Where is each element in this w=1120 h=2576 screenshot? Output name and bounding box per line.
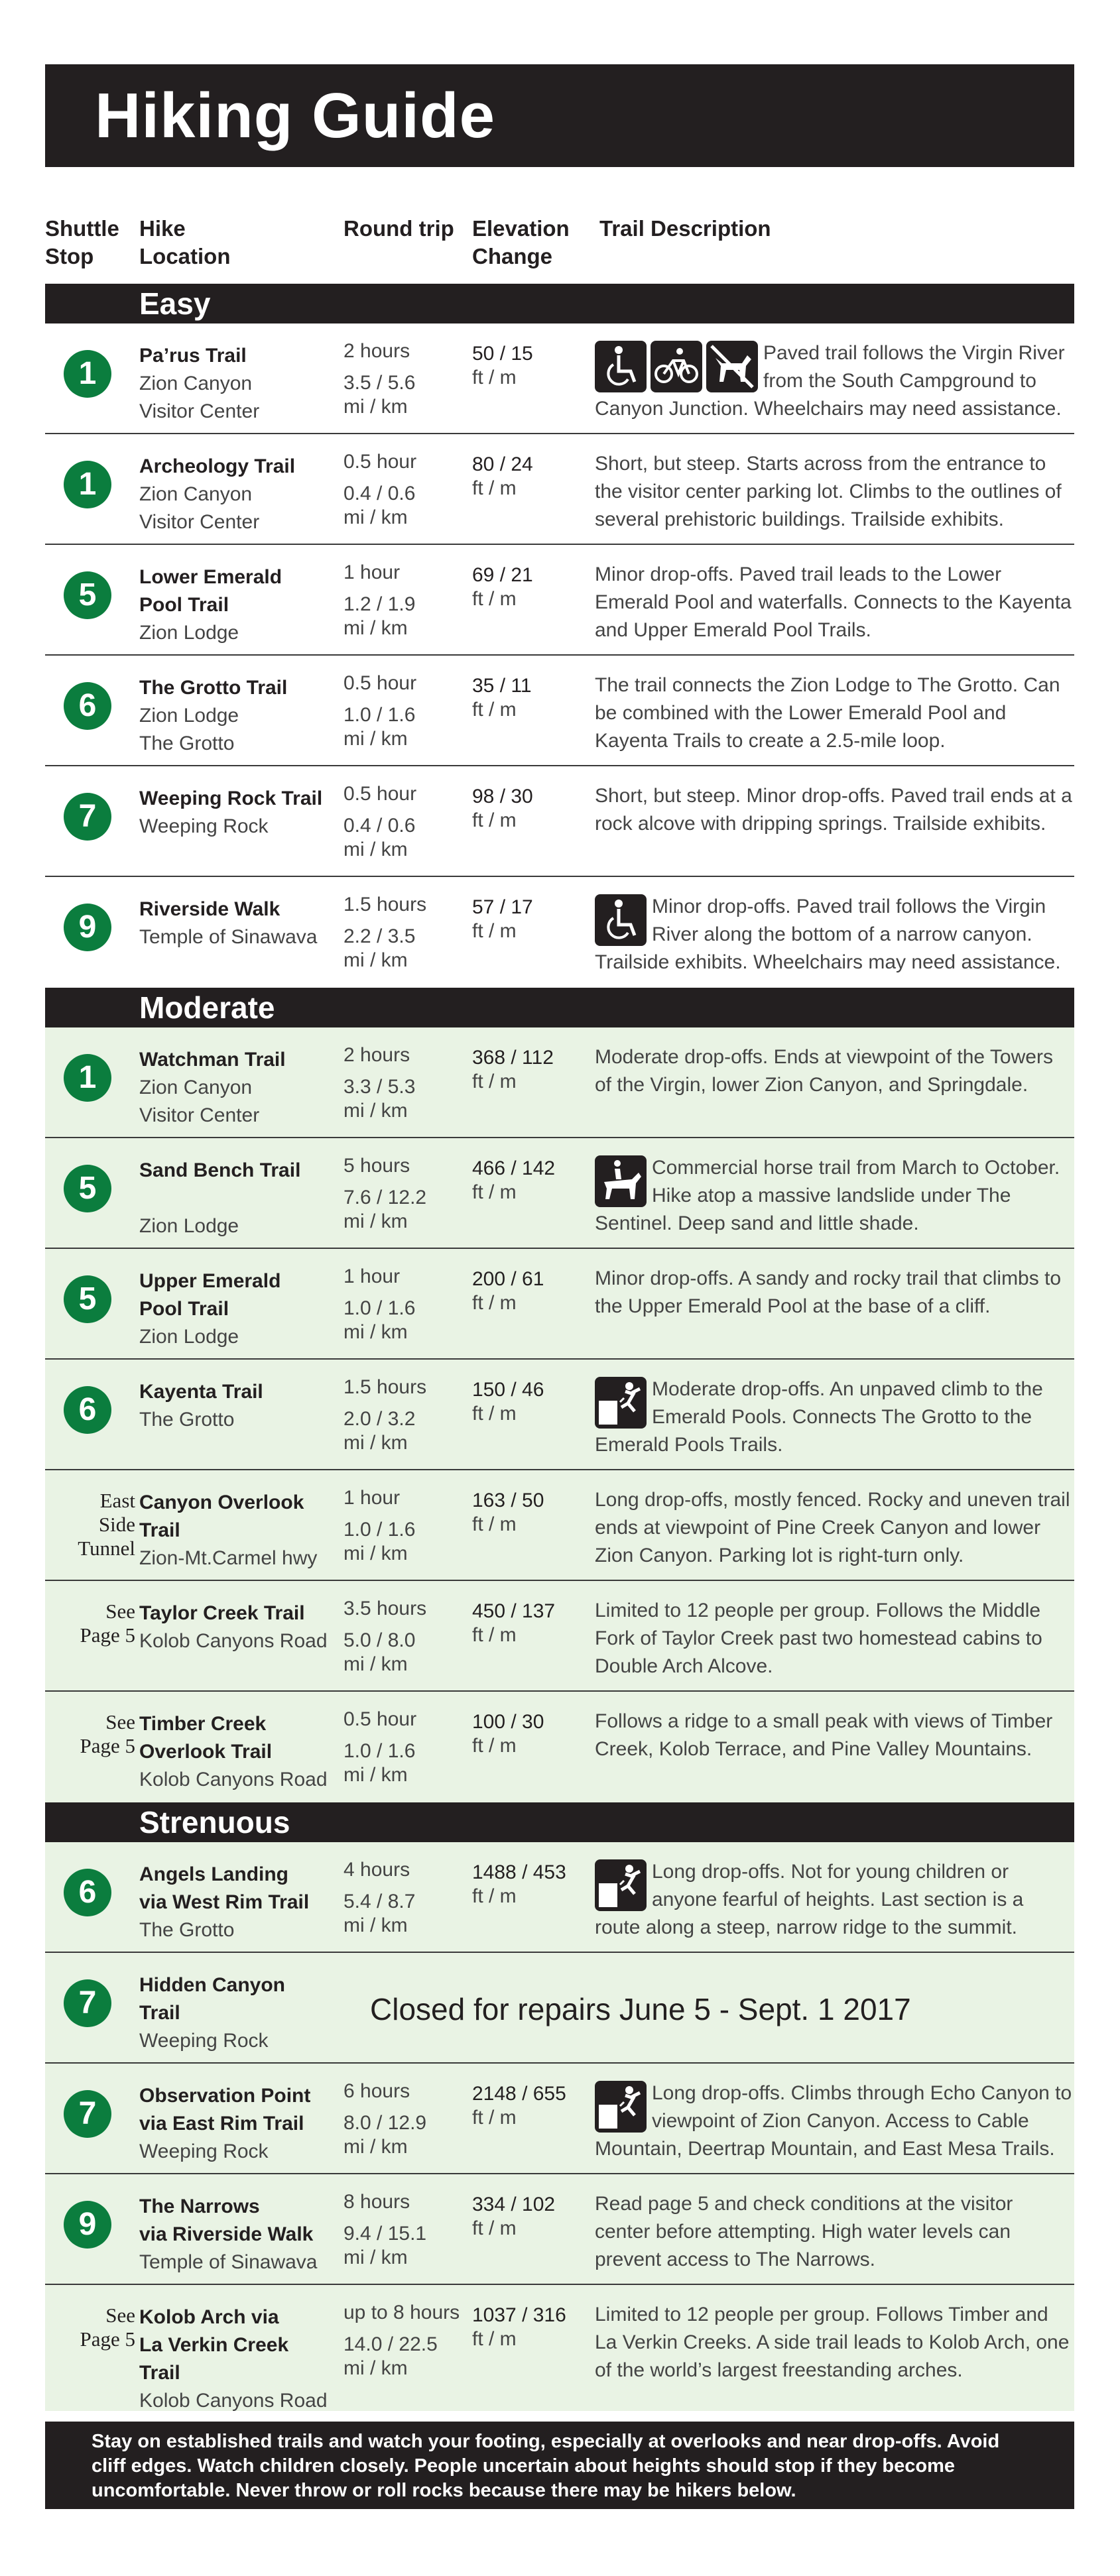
distance-unit: mi / km [343, 1653, 408, 1675]
elevation-change [472, 2304, 598, 2351]
elevation-change [472, 1267, 598, 1315]
trail-location: Zion Lodge [139, 622, 239, 644]
trail-location: Kolob Canyons Road [139, 1630, 328, 1652]
elevation-unit: ft / m [472, 1071, 517, 1092]
trail-icons [595, 2081, 647, 2133]
trail-row [45, 323, 1074, 434]
round-trip [343, 1043, 469, 1123]
drop-off-icon [595, 1377, 647, 1429]
elevation-unit: ft / m [472, 2107, 517, 2129]
trail-name: Angels Landing via West Rim Trail [139, 1863, 310, 1913]
trip-time: 1 hour [343, 1487, 401, 1509]
distance-unit: mi / km [343, 617, 408, 639]
distance-unit: mi / km [343, 1210, 408, 1232]
elevation-value: 100 / 30 [472, 1711, 544, 1733]
shuttle-stop-badge: 7 [64, 2090, 111, 2138]
round-trip [343, 1708, 469, 1787]
trip-time: 0.5 hour [343, 672, 417, 694]
trail-row [45, 877, 1074, 988]
description-text: Moderate drop-offs. An unpaved climb to the Emerald Pools. Connects The Grotto to the Emerald Pools Trails. [595, 1378, 1043, 1456]
elevation-unit: ft / m [472, 367, 517, 388]
trip-distance: 14.0 / 22.5 [343, 2333, 438, 2355]
trip-distance: 8.0 / 12.9 [343, 2112, 427, 2134]
trail-description [595, 1858, 1072, 1942]
distance-unit: mi / km [343, 1543, 408, 1564]
shuttle-stop-badge: 1 [64, 461, 111, 508]
trip-time: 2 hours [343, 1044, 410, 1066]
header-trail-description: Trail Description [599, 216, 771, 241]
page-title: Hiking Guide [95, 80, 496, 151]
description-text: Minor drop-offs. Paved trail follows the Virgin River along the bottom of a narrow canyon. Trailside exhibits. Wheelchairs may need assistance. [595, 896, 1061, 973]
trip-time: 8 hours [343, 2191, 410, 2213]
elevation-unit: ft / m [472, 1885, 517, 1907]
shuttle-stop-badge: 7 [64, 793, 111, 841]
trail-row [45, 766, 1074, 877]
description-text: Commercial horse trail from March to October. Hike atop a massive landslide under The Sentinel. Deep sand and little shade. [595, 1157, 1060, 1234]
elevation-value: 80 / 24 [472, 453, 533, 475]
trip-time: 0.5 hour [343, 1708, 417, 1730]
trip-distance: 9.4 / 15.1 [343, 2223, 427, 2245]
distance-unit: mi / km [343, 1432, 408, 1454]
round-trip [343, 1154, 469, 1234]
trail-location: Kolob Canyons Road [139, 2390, 328, 2412]
elevation-unit: ft / m [472, 920, 517, 942]
elevation-change [472, 453, 598, 500]
trail-name: Timber Creek Overlook Trail [139, 1713, 273, 1763]
trail-location: Weeping Rock [139, 2030, 269, 2052]
elevation-unit: ft / m [472, 809, 517, 831]
header-round-trip: Round trip [343, 216, 454, 241]
trail-row [45, 545, 1074, 656]
trip-time: up to 8 hours [343, 2302, 460, 2323]
trail-icons [595, 1377, 647, 1429]
elevation-change [472, 1046, 598, 1094]
shuttle-stop-note: East Side Tunnel [78, 1489, 135, 1560]
trail-name: Sand Bench Trail [139, 1159, 301, 1181]
safety-footer: Stay on established trails and watch your footing, especially at overlooks and near drop-offs. Avoid cliff edges. Watch children closely. People uncertain about heights should stop if they become uncomfortable. Never throw or roll rocks because there may be hikers below. [45, 2422, 1074, 2509]
distance-unit: mi / km [343, 2247, 408, 2268]
trail-location: Zion Canyon Visitor Center [139, 1077, 260, 1126]
trail-name: Archeology Trail [139, 455, 296, 477]
elevation-unit: ft / m [472, 699, 517, 721]
elevation-change [472, 1861, 598, 1908]
header-hike-location: Hike Location [139, 216, 231, 268]
trail-location: Kolob Canyons Road [139, 1769, 328, 1790]
elevation-value: 1488 / 453 [472, 1861, 566, 1883]
trail-row [45, 656, 1074, 766]
elevation-change [472, 1489, 598, 1537]
elevation-unit: ft / m [472, 2217, 517, 2239]
hike-location [139, 2304, 338, 2415]
trail-location: Zion Lodge [139, 1215, 239, 1237]
hike-location [139, 563, 338, 647]
elevation-change [472, 342, 598, 390]
trip-distance: 0.4 / 0.6 [343, 483, 416, 504]
trip-time: 1.5 hours [343, 1376, 427, 1398]
elevation-change [472, 1710, 598, 1758]
trail-name: Riverside Walk [139, 898, 280, 920]
hike-location [139, 674, 338, 758]
trail-row [45, 1842, 1074, 1953]
trail-row [45, 2285, 1074, 2411]
hike-location [139, 785, 338, 841]
trail-name: Canyon Overlook Trail [139, 1492, 304, 1541]
section-moderate [45, 1027, 1074, 1802]
shuttle-stop-badge: 6 [64, 1869, 111, 1916]
distance-unit: mi / km [343, 728, 408, 750]
trail-location: Zion Lodge [139, 1326, 239, 1348]
elevation-value: 35 / 11 [472, 675, 532, 697]
shuttle-stop-badge: 9 [64, 904, 111, 951]
description-text: Long drop-offs. Climbs through Echo Canyon to viewpoint of Zion Canyon. Access to Cable Mountain, Deertrap Mountain, and East Mesa Trails. [595, 2082, 1072, 2160]
trail-row [45, 1953, 1074, 2064]
elevation-value: 150 / 46 [472, 1379, 544, 1401]
round-trip [343, 1265, 469, 1344]
elevation-value: 450 / 137 [472, 1600, 556, 1622]
trail-location: Temple of Sinawava [139, 2251, 318, 2273]
horse-icon [595, 1155, 647, 1207]
distance-unit: mi / km [343, 396, 408, 418]
round-trip [343, 561, 469, 640]
shuttle-stop-badge: 1 [64, 1054, 111, 1102]
trail-description [595, 1708, 1072, 1763]
trip-distance: 1.0 / 1.6 [343, 1519, 416, 1541]
trip-time: 6 hours [343, 2080, 410, 2102]
trail-description [595, 1486, 1072, 1570]
elevation-value: 200 / 61 [472, 1268, 544, 1290]
shuttle-stop-badge: 5 [64, 1165, 111, 1212]
trail-description [595, 2079, 1072, 2163]
section-header-strenuous: Strenuous [45, 1802, 1074, 1842]
trail-row [45, 1360, 1074, 1470]
trail-location: Zion-Mt.Carmel hwy [139, 1547, 318, 1569]
trail-name: The Grotto Trail [139, 677, 288, 699]
trail-name: Upper Emerald Pool Trail [139, 1270, 281, 1320]
hike-location [139, 1861, 338, 1944]
trail-description [595, 672, 1072, 755]
hike-location [139, 1267, 338, 1351]
trail-row [45, 1692, 1074, 1802]
trail-name: Lower Emerald Pool Trail [139, 566, 282, 616]
trail-icons [595, 1155, 647, 1207]
elevation-unit: ft / m [472, 1292, 517, 1314]
column-headers [45, 215, 1074, 284]
round-trip [343, 2301, 469, 2380]
shuttle-stop-note: See Page 5 [80, 1600, 135, 1647]
trail-icons [595, 341, 758, 392]
description-text: Short, but steep. Minor drop-offs. Paved trail ends at a rock alcove with dripping springs. Trailside exhibits. [595, 785, 1072, 835]
elevation-unit: ft / m [472, 1513, 517, 1535]
trip-time: 3.5 hours [343, 1598, 427, 1619]
trip-distance: 5.4 / 8.7 [343, 1891, 416, 1912]
trail-icons [595, 894, 647, 946]
closed-notice: Closed for repairs June 5 - Sept. 1 2017 [370, 1992, 911, 2026]
elevation-value: 2148 / 655 [472, 2083, 566, 2105]
trail-row [45, 1138, 1074, 1249]
trip-distance: 1.2 / 1.9 [343, 593, 416, 615]
elevation-change [472, 1600, 598, 1647]
description-text: Long drop-offs. Not for young children or anyone fearful of heights. Last section is a route along a steep, narrow ridge to the summit. [595, 1861, 1024, 1938]
shuttle-stop-note: See Page 5 [80, 2304, 135, 2351]
elevation-value: 1037 / 316 [472, 2304, 566, 2326]
round-trip [343, 2079, 469, 2159]
elevation-change [472, 896, 598, 943]
description-text: Long drop-offs, mostly fenced. Rocky and uneven trail ends at viewpoint of Pine Creek Canyon and lower Zion Canyon. Parking lot is right-turn only. [595, 1489, 1070, 1566]
elevation-value: 50 / 15 [472, 343, 533, 365]
trail-description [595, 1154, 1072, 1238]
trip-distance: 1.0 / 1.6 [343, 1297, 416, 1319]
trail-row [45, 1027, 1074, 1138]
elevation-value: 163 / 50 [472, 1490, 544, 1511]
trail-name: Hidden Canyon Trail [139, 1974, 286, 2024]
elevation-unit: ft / m [472, 1735, 517, 1757]
trail-description [595, 1043, 1072, 1099]
round-trip [343, 2190, 469, 2270]
description-text: Limited to 12 people per group. Follows Timber and La Verkin Creeks. A side trail leads to Kolob Arch, one of the world’s largest freestanding arches. [595, 2304, 1070, 2381]
trail-location: The Grotto [139, 1919, 235, 1941]
trip-distance: 7.6 / 12.2 [343, 1187, 427, 1208]
hike-location [139, 453, 338, 536]
trip-time: 1 hour [343, 561, 401, 583]
description-text: Follows a ridge to a small peak with views of Timber Creek, Kolob Terrace, and Pine Valley Mountains. [595, 1710, 1053, 1760]
elevation-value: 57 / 17 [472, 896, 533, 918]
hike-location [139, 1378, 338, 1434]
shuttle-stop-badge: 5 [64, 571, 111, 619]
shuttle-stop-badge: 1 [64, 350, 111, 398]
dog-icon [706, 341, 758, 392]
distance-unit: mi / km [343, 1764, 408, 1786]
elevation-change [472, 2193, 598, 2241]
section-strenuous [45, 1842, 1074, 2411]
trip-time: 0.5 hour [343, 451, 417, 473]
round-trip [343, 1486, 469, 1566]
trail-row [45, 434, 1074, 545]
shuttle-stop-badge: 6 [64, 682, 111, 730]
hike-location [139, 896, 338, 951]
trail-description [595, 339, 1072, 423]
trail-name: The Narrows via Riverside Walk [139, 2195, 314, 2245]
hike-location [139, 1710, 338, 1794]
trail-row [45, 2174, 1074, 2285]
wheelchair-icon [595, 894, 647, 946]
trail-location: Zion Canyon Visitor Center [139, 373, 260, 422]
trip-time: 5 hours [343, 1155, 410, 1177]
description-text: Moderate drop-offs. Ends at viewpoint of the Towers of the Virgin, lower Zion Canyon, and Springdale. [595, 1046, 1053, 1096]
trail-location: Weeping Rock [139, 2140, 269, 2162]
description-text: Read page 5 and check conditions at the visitor center before attempting. High water levels can prevent access to The Narrows. [595, 2193, 1013, 2270]
trail-description [595, 2301, 1072, 2384]
trail-location: The Grotto [139, 1409, 235, 1431]
elevation-change [472, 1157, 598, 1204]
trail-location: Temple of Sinawava [139, 926, 318, 948]
section-header-moderate: Moderate [45, 988, 1074, 1027]
description-text: Short, but steep. Starts across from the entrance to the visitor center parking lot. Climbs to the outlines of several prehistoric buildings. Trailside exhibits. [595, 453, 1062, 530]
hike-location [139, 2193, 338, 2276]
distance-unit: mi / km [343, 839, 408, 860]
shuttle-stop-badge: 9 [64, 2201, 111, 2249]
elevation-change [472, 2082, 598, 2130]
hike-location [139, 1600, 338, 1655]
sections-container [45, 284, 1074, 2411]
elevation-unit: ft / m [472, 1403, 517, 1425]
drop-off-icon [595, 2081, 647, 2133]
distance-unit: mi / km [343, 1321, 408, 1343]
elevation-unit: ft / m [472, 1181, 517, 1203]
round-trip [343, 893, 469, 972]
elevation-change [472, 785, 598, 833]
trip-distance: 1.0 / 1.6 [343, 1740, 416, 1762]
trail-name: Kayenta Trail [139, 1381, 263, 1403]
section-easy [45, 323, 1074, 988]
hike-location [139, 1157, 338, 1240]
elevation-change [472, 1378, 598, 1426]
elevation-unit: ft / m [472, 588, 517, 610]
elevation-change [472, 674, 598, 722]
trail-name: Taylor Creek Trail [139, 1602, 305, 1624]
trip-distance: 5.0 / 8.0 [343, 1629, 416, 1651]
trail-description [595, 1265, 1072, 1320]
elevation-unit: ft / m [472, 1624, 517, 1646]
trail-row [45, 1249, 1074, 1360]
trail-name: Kolob Arch via La Verkin Creek Trail [139, 2306, 289, 2384]
trail-row [45, 1581, 1074, 1692]
hike-location [139, 342, 338, 426]
trail-description [595, 782, 1072, 838]
shuttle-stop-badge: 7 [64, 1979, 111, 2027]
distance-unit: mi / km [343, 1914, 408, 1936]
hike-location [139, 2082, 338, 2166]
trail-name: Weeping Rock Trail [139, 788, 323, 809]
drop-off-icon [595, 1859, 647, 1911]
trail-row [45, 1470, 1074, 1581]
trail-description [595, 561, 1072, 644]
trip-distance: 2.0 / 3.2 [343, 1408, 416, 1430]
description-text: The trail connects the Zion Lodge to The Grotto. Can be combined with the Lower Emerald Pool and Kayenta Trails to create a 2.5-mile loop. [595, 674, 1060, 752]
trip-distance: 1.0 / 1.6 [343, 704, 416, 726]
distance-unit: mi / km [343, 1100, 408, 1122]
round-trip [343, 1376, 469, 1455]
title-bar [45, 64, 1074, 167]
trip-distance: 3.5 / 5.6 [343, 372, 416, 394]
trip-distance: 2.2 / 3.5 [343, 925, 416, 947]
round-trip [343, 339, 469, 419]
trail-location: Weeping Rock [139, 815, 269, 837]
shuttle-stop-badge: 5 [64, 1275, 111, 1323]
distance-unit: mi / km [343, 949, 408, 971]
elevation-unit: ft / m [472, 477, 517, 499]
trip-time: 1 hour [343, 1265, 401, 1287]
trail-description [595, 1597, 1072, 1680]
description-text: Minor drop-offs. A sandy and rocky trail that climbs to the Upper Emerald Pool at the base of a cliff. [595, 1267, 1062, 1317]
distance-unit: mi / km [343, 2136, 408, 2158]
header-shuttle-stop: Shuttle Stop [45, 216, 119, 268]
elevation-value: 334 / 102 [472, 2194, 556, 2215]
round-trip [343, 1597, 469, 1676]
trail-location: Zion Lodge The Grotto [139, 705, 239, 754]
trip-time: 4 hours [343, 1859, 410, 1881]
round-trip [343, 782, 469, 862]
trail-location: Zion Canyon Visitor Center [139, 483, 260, 533]
trail-name: Watchman Trail [139, 1049, 286, 1071]
trail-description [595, 1376, 1072, 1459]
trip-time: 1.5 hours [343, 894, 427, 915]
trip-distance: 0.4 / 0.6 [343, 815, 416, 837]
elevation-value: 69 / 21 [472, 564, 533, 586]
round-trip [343, 450, 469, 530]
section-header-easy: Easy [45, 284, 1074, 323]
hiking-guide-page [45, 64, 1074, 2509]
hike-location [139, 1971, 338, 2055]
trip-distance: 3.3 / 5.3 [343, 1076, 416, 1098]
bicycle-icon [651, 341, 702, 392]
trail-name: Pa’rus Trail [139, 345, 247, 367]
trip-time: 0.5 hour [343, 783, 417, 805]
distance-unit: mi / km [343, 506, 408, 528]
round-trip [343, 672, 469, 751]
trail-description [595, 893, 1072, 976]
hike-location [139, 1046, 338, 1130]
round-trip [343, 1858, 469, 1938]
wheelchair-icon [595, 341, 647, 392]
trail-icons [595, 1859, 647, 1911]
trail-row [45, 2064, 1074, 2174]
description-text: Paved trail follows the Virgin River from the South Campground to Canyon Junction. Wheelchairs may need assistance. [595, 342, 1065, 420]
hike-location [139, 1489, 338, 1572]
elevation-unit: ft / m [472, 2328, 517, 2350]
description-text: Minor drop-offs. Paved trail leads to the Lower Emerald Pool and waterfalls. Connects to the Kayenta and Upper Emerald Pool Trails. [595, 563, 1072, 641]
trail-name: Observation Point via East Rim Trail [139, 2085, 311, 2135]
trail-description [595, 2190, 1072, 2274]
elevation-value: 466 / 142 [472, 1157, 556, 1179]
description-text: Limited to 12 people per group. Follows the Middle Fork of Taylor Creek past two homestead cabins to Double Arch Alcove. [595, 1600, 1042, 1677]
elevation-value: 98 / 30 [472, 786, 533, 807]
trip-time: 2 hours [343, 340, 410, 362]
trail-description [595, 450, 1072, 534]
shuttle-stop-badge: 6 [64, 1386, 111, 1434]
elevation-change [472, 563, 598, 611]
shuttle-stop-note: See Page 5 [80, 1710, 135, 1757]
header-elevation-change: Elevation Change [472, 216, 570, 268]
elevation-value: 368 / 112 [472, 1047, 554, 1069]
distance-unit: mi / km [343, 2357, 408, 2379]
